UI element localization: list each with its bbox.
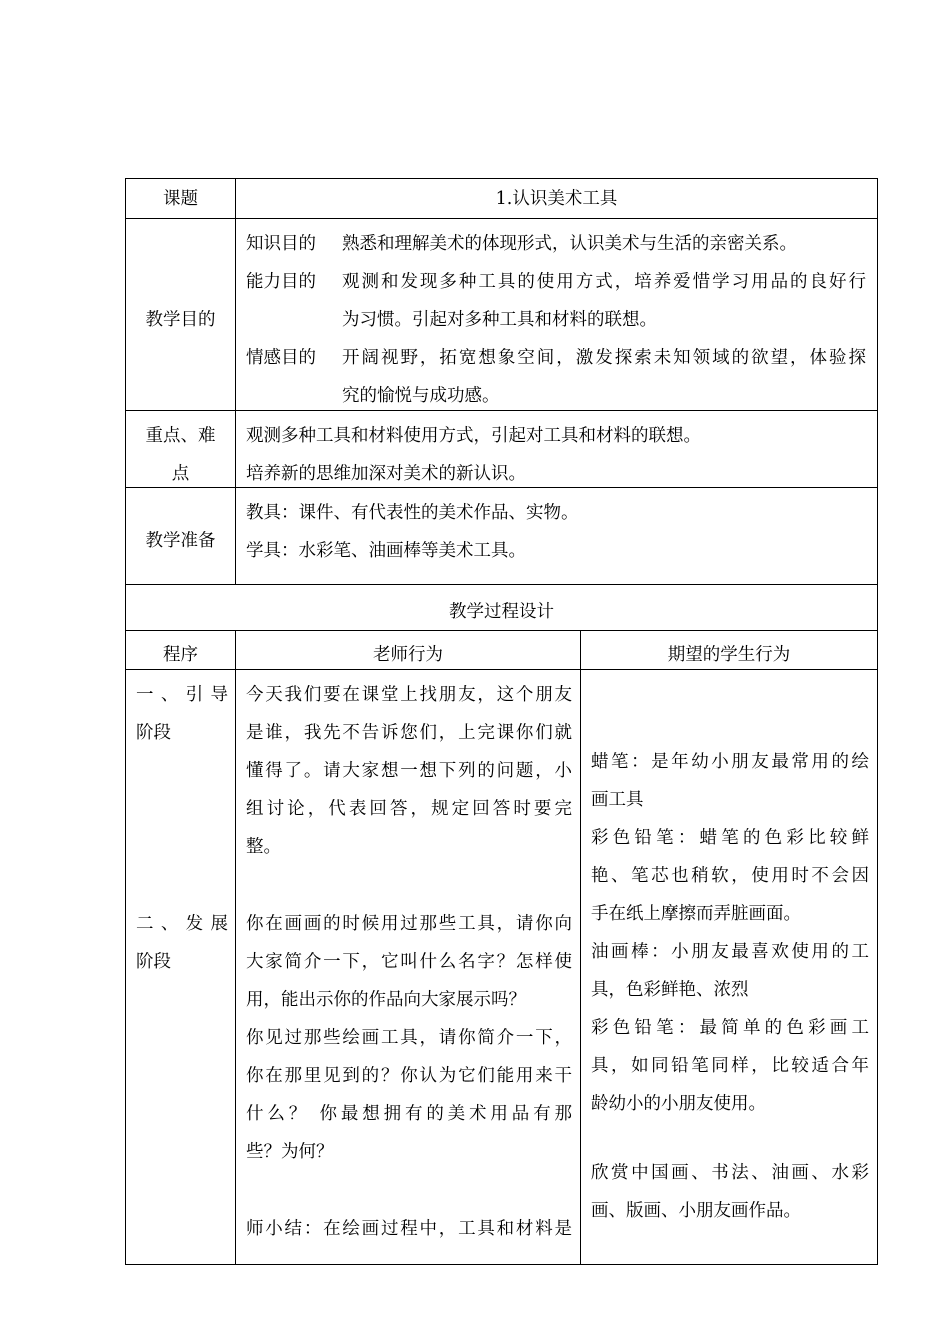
process-title: 教学过程设计: [449, 602, 554, 622]
text-line: 是谁，我先不告诉您们，上完课你们就: [246, 723, 572, 743]
label-line: 点: [171, 464, 190, 484]
emotion-objective-text: [342, 339, 866, 415]
row-divider: [126, 218, 877, 219]
text-line: 你见过那些绘画工具，请你简介一下，: [246, 1028, 572, 1048]
text-line: 你在那里见到的？你认为它们能用来干: [246, 1066, 572, 1086]
column-header-sequence: 程序: [163, 645, 198, 665]
preparation-label: 教学准备: [145, 531, 216, 551]
student-paragraph-2: [591, 1154, 869, 1230]
column-divider: [235, 630, 236, 1265]
text-line: 什么？ 你最想拥有的美术用品有那: [246, 1104, 572, 1124]
preparation-text: [246, 494, 866, 570]
text-line: 彩色铅笔：最简单的色彩画工: [591, 1018, 869, 1038]
column-header-teacher: 老师行为: [373, 645, 443, 665]
text-line: 些？为何？: [246, 1142, 334, 1162]
text-line: 欣赏中国画、书法、油画、水彩: [591, 1163, 869, 1183]
text-line: 师小结：在绘画过程中，工具和材料是: [246, 1219, 572, 1239]
knowledge-objective-label: 知识目的: [246, 234, 316, 254]
lesson-plan-table: [125, 178, 878, 1265]
text-line: 培养新的思维加深对美术的新认识。: [246, 464, 526, 484]
teacher-paragraph-3: [246, 1210, 572, 1248]
key-points-label: [126, 417, 235, 493]
column-divider: [235, 179, 236, 584]
text-line: 大家简介一下，它叫什么名字？怎样使: [246, 952, 572, 972]
row-divider: [126, 584, 877, 585]
stage-line: 二、发展: [136, 914, 228, 934]
text-line: 观测多种工具和材料使用方式，引起对工具和材料的联想。: [246, 426, 701, 446]
stage-development: [136, 905, 228, 981]
text-line: 教具：课件、有代表性的美术作品、实物。: [246, 503, 579, 523]
column-header-student: 期望的学生行为: [667, 645, 791, 665]
student-paragraph-1: [591, 743, 869, 1123]
teacher-paragraph-1: [246, 676, 572, 866]
ability-objective-text: [342, 263, 866, 339]
text-line: 学具：水彩笔、油画棒等美术工具。: [246, 541, 526, 561]
text-line: 观测和发现多种工具的使用方式，培养爱惜学习用品的良好行: [342, 272, 866, 292]
text-line: 蜡笔：是年幼小朋友最常用的绘: [591, 752, 869, 772]
text-line: 究的愉悦与成功感。: [342, 386, 500, 406]
text-line: 具，色彩鲜艳、浓烈: [591, 980, 749, 1000]
ability-objective-label: 能力目的: [246, 272, 316, 292]
text-line: 油画棒：小朋友最喜欢使用的工: [591, 942, 869, 962]
text-line: 龄幼小的小朋友使用。: [591, 1094, 766, 1114]
text-line: 彩色铅笔：蜡笔的色彩比较鲜: [591, 828, 869, 848]
teacher-paragraph-2: [246, 905, 572, 1171]
stage-line: 阶段: [136, 952, 171, 972]
stage-introduction: [136, 676, 228, 752]
knowledge-objective-text: [342, 225, 866, 263]
text-line: 整。: [246, 837, 281, 857]
text-line: 手在纸上摩擦而弄脏画面。: [591, 904, 801, 924]
topic-value: 1.认识美术工具: [495, 189, 618, 209]
text-line: 懂得了。请大家想一想下列的问题，小: [246, 761, 572, 781]
text-line: 画、版画、小朋友画作品。: [591, 1201, 801, 1221]
text-line: 为习惯。引起对多种工具和材料的联想。: [342, 310, 657, 330]
text-line: 你在画画的时候用过那些工具，请你向: [246, 914, 572, 934]
stage-line: 阶段: [136, 723, 171, 743]
text-line: 组讨论，代表回答，规定回答时要完: [246, 799, 572, 819]
objectives-label: 教学目的: [145, 310, 216, 330]
column-divider: [580, 630, 581, 1265]
emotion-objective-label: 情感目的: [246, 348, 316, 368]
text-line: 画工具: [591, 790, 644, 810]
text-line: 用，能出示你的作品向大家展示吗？: [246, 990, 526, 1010]
text-line: 艳、笔芯也稍软，使用时不会因: [591, 866, 869, 886]
label-line: 重点、难: [145, 426, 216, 446]
text-line: 今天我们要在课堂上找朋友，这个朋友: [246, 685, 572, 705]
text-line: 开阔视野，拓宽想象空间，激发探索未知领域的欲望，体验探: [342, 348, 866, 368]
text-line: 熟悉和理解美术的体现形式，认识美术与生活的亲密关系。: [342, 234, 797, 254]
stage-line: 一、引导: [136, 685, 228, 705]
text-line: 具，如同铅笔同样，比较适合年: [591, 1056, 869, 1076]
key-points-text: [246, 417, 866, 493]
topic-label: 课题: [163, 189, 198, 209]
